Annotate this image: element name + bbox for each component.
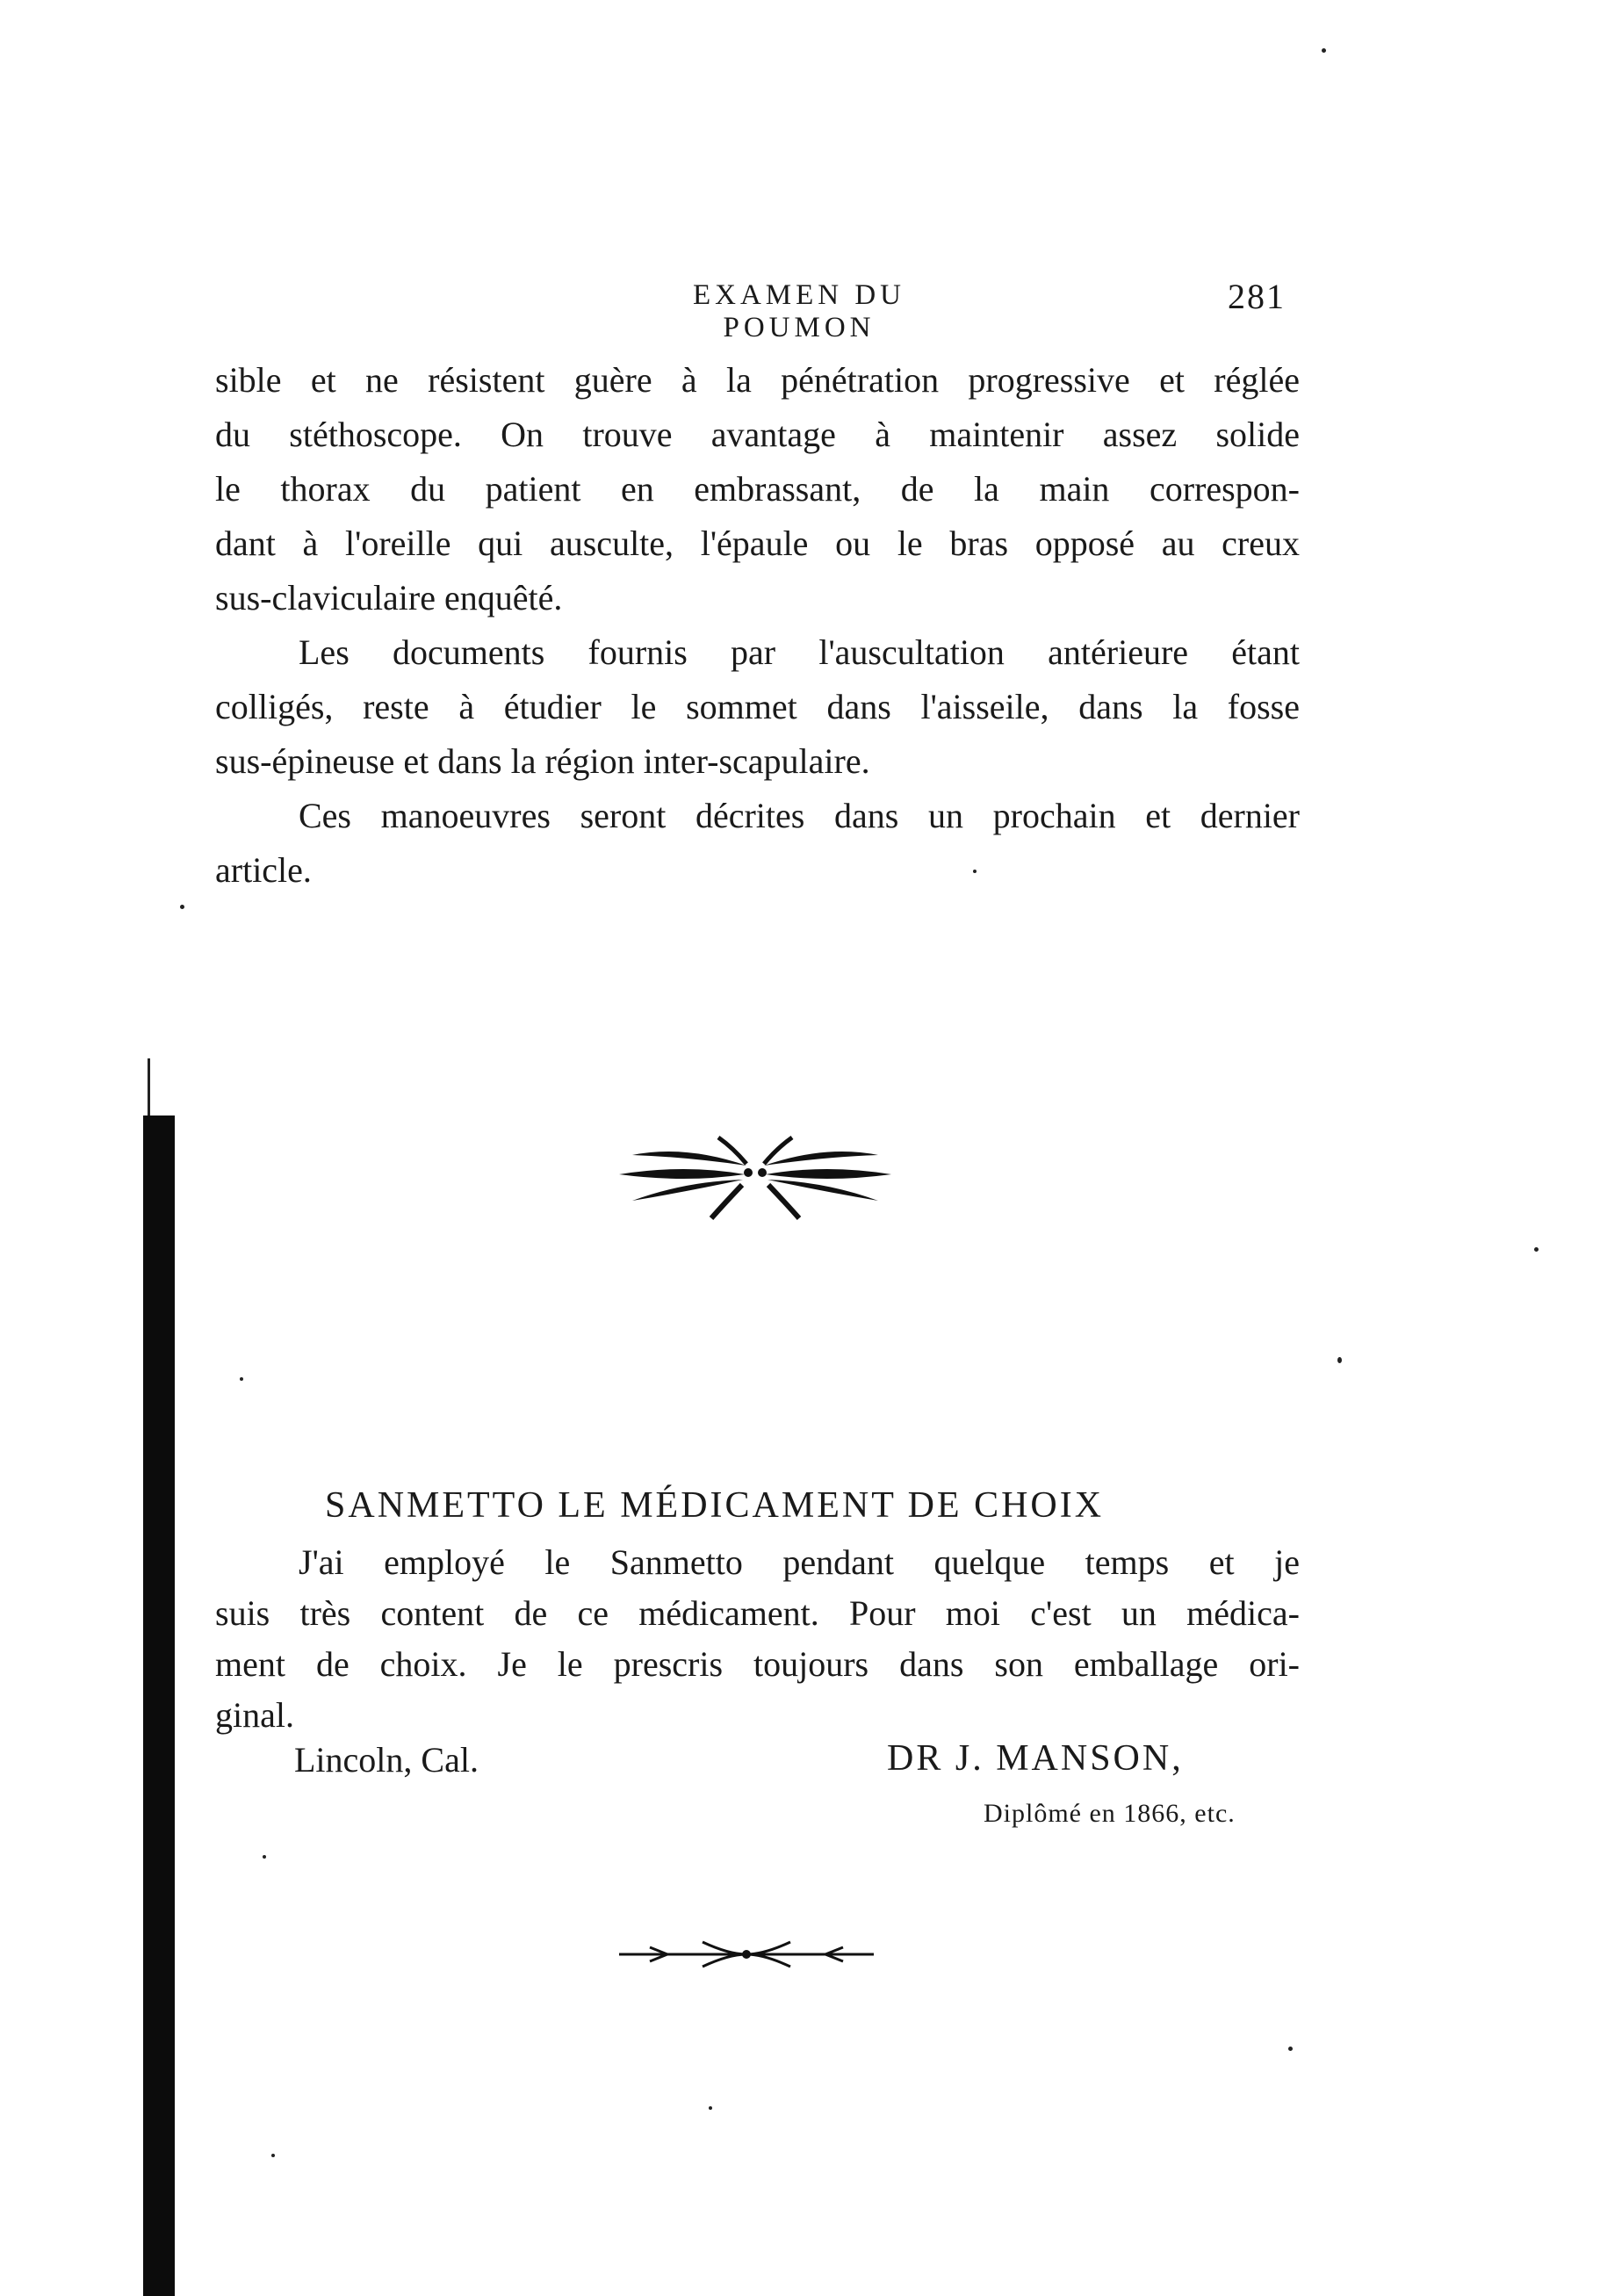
text-line: article.: [215, 850, 312, 890]
scan-speck: [180, 905, 184, 909]
scan-speck: [271, 2154, 275, 2157]
page-number: 281: [1228, 277, 1286, 316]
scan-speck: [1534, 1247, 1539, 1252]
text-line: sus-épineuse et dans la région inter-scapulaire.: [215, 741, 870, 781]
text-line: Ces manoeuvres seront décrites dans un prochain et dernier: [299, 796, 1300, 835]
text-line: colligés, reste à étudier le sommet dans l'aisseile, dans la fosse: [215, 687, 1300, 726]
article-text: [215, 353, 1300, 898]
scan-speck: [709, 2106, 712, 2110]
advert-text: [215, 1537, 1300, 1741]
scan-speck: [1322, 48, 1326, 53]
text-line: le thorax du patient en embrassant, de la main correspon-: [215, 469, 1300, 509]
text-line: sible et ne résistent guère à la pénétration progressive et réglée: [215, 360, 1300, 400]
text-line: dant à l'oreille qui ausculte, l'épaule ou le bras opposé au creux: [215, 523, 1300, 563]
text-line: suis très content de ce médicament. Pour moi c'est un médica-: [215, 1593, 1300, 1633]
text-line: sus-claviculaire enquêté.: [215, 578, 563, 617]
signatory-name: DR J. MANSON,: [887, 1738, 1184, 1779]
scan-speck: [1337, 1357, 1342, 1363]
scan-speck: [263, 1855, 266, 1859]
text-line: du stéthoscope. On trouve avantage à maintenir assez solide: [215, 415, 1300, 454]
text-line: J'ai employé le Sanmetto pendant quelque temps et je: [299, 1542, 1300, 1582]
scan-speck: [1288, 2047, 1293, 2051]
advert-title: SANMETTO LE MÉDICAMENT DE CHOIX: [325, 1485, 1105, 1526]
binding-edge-line: [148, 1058, 150, 1120]
rule-ornament: [615, 1937, 878, 1972]
running-title: EXAMEN DU POUMON: [692, 279, 906, 343]
binding-edge-shadow: [143, 1116, 175, 2296]
text-line: Les documents fournis par l'auscultation antérieure étant: [299, 632, 1300, 672]
scan-speck: [240, 1377, 243, 1381]
text-line: ment de choix. Je le prescris toujours dans son emballage ori-: [215, 1644, 1300, 1684]
signatory-credential: Diplômé en 1866, etc.: [984, 1799, 1236, 1828]
text-line: ginal.: [215, 1695, 294, 1735]
scan-speck: [973, 870, 977, 873]
signature-place: Lincoln, Cal.: [294, 1740, 479, 1780]
fleuron-ornament: [615, 1120, 896, 1225]
